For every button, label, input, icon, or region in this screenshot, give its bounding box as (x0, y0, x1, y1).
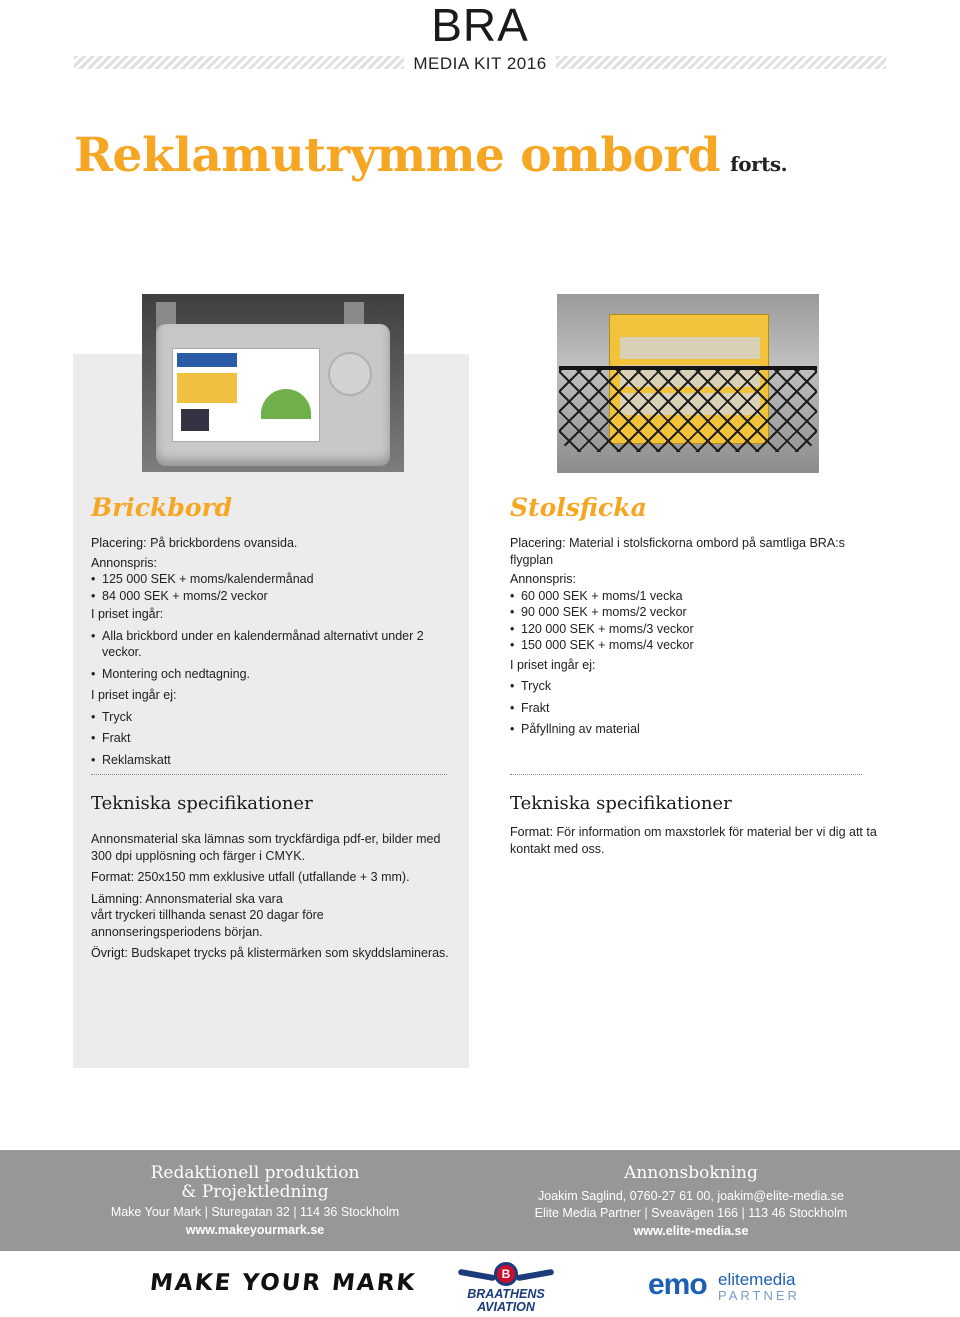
page-title (74, 128, 787, 183)
ad-header-block (177, 353, 237, 367)
ad-strip-block (177, 373, 237, 403)
header-hatch-right (556, 56, 886, 69)
list-item: • Frakt (510, 700, 880, 717)
ad-green-block (261, 389, 311, 419)
stolsficka-heading: Stolsficka (510, 493, 647, 522)
braathens-logo (456, 1258, 556, 1316)
stolsficka-price-label: Annonspris: (510, 572, 577, 586)
pocket-card-row (620, 337, 760, 359)
list-item: • 120 000 SEK + moms/3 veckor (510, 621, 880, 638)
other-value: Budskapet trycks på klistermärken som skyddslamineras. (131, 946, 449, 960)
footer-heading-line1: Redaktionell produktion (150, 1163, 360, 1183)
header-title: BRA (431, 0, 529, 51)
spec-right-format (510, 824, 880, 857)
stolsficka-section (510, 495, 880, 738)
list-item: • Alla brickbord under en kalendermånad alternativt under 2 veckor. (91, 628, 451, 661)
delivery-line1: Annonsmaterial ska vara (145, 891, 283, 906)
placement-label: Placering: (91, 536, 147, 550)
footer-production-heading (100, 1164, 410, 1202)
spec-left-heading: Tekniska specifikationer (91, 793, 313, 814)
footer-booking-url[interactable]: www.elite-media.se (633, 1224, 749, 1238)
footer-production-address: Make Your Mark | Sturegatan 32 | 114 36 Stockholm (110, 1205, 400, 1219)
wing-icon (458, 1269, 496, 1282)
spec-left (91, 794, 453, 967)
placement-value: På brickbordens ovansida. (150, 536, 298, 550)
brickbord-heading: Brickbord (91, 493, 233, 522)
brickbord-included-label: I priset ingår: (91, 607, 164, 621)
brickbord-placement (91, 535, 451, 552)
footer-heading-line2: & Projektledning (181, 1182, 329, 1202)
elite-line2: PARTNER (718, 1288, 800, 1303)
list-item: • Tryck (91, 709, 451, 726)
list-item: • Frakt (91, 730, 451, 747)
makeyourmark-logo: MAKE YOUR MARK (148, 1270, 418, 1296)
elite-emo-mark: emo (648, 1268, 707, 1301)
spec-right-heading: Tekniska specifikationer (510, 793, 732, 814)
list-item: • Reklamskatt (91, 752, 451, 769)
divider-right (510, 774, 862, 776)
list-item: • 90 000 SEK + moms/2 veckor (510, 604, 880, 621)
delivery-line2: vårt tryckeri tillhanda senast 20 dagar före annonseringsperiodens början. (91, 908, 324, 939)
format-label: Format: (510, 825, 554, 839)
footer-production-url[interactable]: www.makeyourmark.se (185, 1223, 325, 1237)
brickbord-section (91, 495, 451, 768)
list-item: • 60 000 SEK + moms/1 vecka (510, 588, 880, 605)
list-item: • Montering och nedtagning. (91, 666, 451, 683)
footer (0, 1150, 960, 1251)
format-label: Format: (91, 870, 135, 884)
page-title-text: Reklamutrymme ombord (74, 128, 721, 183)
stolsficka-placement (510, 535, 880, 568)
format-value: För information om maxstorlek för material ber vi dig att ta kontakt med oss. (510, 825, 877, 856)
format-value: 250x150 mm exklusive utfall (utfallande + 3 mm). (137, 870, 410, 884)
spec-format (91, 869, 453, 886)
list-item: • Tryck (510, 678, 880, 695)
page-title-suffix: forts. (730, 152, 788, 176)
placement-value: Material i stolsfickorna ombord på samtliga BRA:s flygplan (510, 536, 845, 567)
tray-table-photo (142, 294, 404, 472)
tray-ad-sticker (172, 348, 320, 442)
list-item: • 125 000 SEK + moms/kalendermånad (91, 571, 451, 588)
placement-label: Placering: (510, 536, 566, 550)
wing-icon (516, 1269, 554, 1282)
footer-booking-contact: Joakim Saglind, 0760-27 61 00, joakim@elite-media.se (538, 1189, 844, 1203)
elite-line1: elitemedia (718, 1270, 796, 1289)
braathens-line2: AVIATION (477, 1300, 535, 1314)
header-subtitle: MEDIA KIT 2016 (413, 54, 547, 73)
ad-dark-block (181, 409, 209, 431)
braathens-badge-icon: B (494, 1262, 518, 1286)
tray-cup-holder (328, 352, 372, 396)
spec-other (91, 945, 453, 962)
braathens-wordmark (456, 1288, 556, 1314)
spec-right (510, 794, 880, 862)
pocket-net (559, 366, 817, 452)
list-item: • 84 000 SEK + moms/2 veckor (91, 588, 451, 605)
braathens-line1: BRAATHENS (467, 1287, 545, 1301)
brickbord-price-label: Annonspris: (91, 555, 158, 570)
elite-media-logo (648, 1268, 808, 1308)
list-item: • Påfyllning av material (510, 721, 880, 738)
footer-booking-address: Elite Media Partner | Sveavägen 166 | 113 46 Stockholm (534, 1206, 848, 1220)
stolsficka-excluded-label: I priset ingår ej: (510, 657, 596, 672)
divider-left (91, 774, 447, 776)
footer-booking-heading: Annonsbokning (624, 1163, 758, 1183)
brickbord-excluded-label: I priset ingår ej: (91, 688, 177, 702)
footer-production (100, 1164, 410, 1239)
seat-pocket-photo (557, 294, 819, 473)
spec-delivery (91, 891, 453, 941)
footer-booking (520, 1164, 862, 1240)
delivery-label: Lämning: (91, 891, 143, 906)
list-item: • 150 000 SEK + moms/4 veckor (510, 637, 880, 654)
spec-intro: Annonsmaterial ska lämnas som tryckfärdiga pdf-er, bilder med 300 dpi upplösning och färger i CMYK. (91, 832, 441, 863)
other-label: Övrigt: (91, 946, 128, 960)
